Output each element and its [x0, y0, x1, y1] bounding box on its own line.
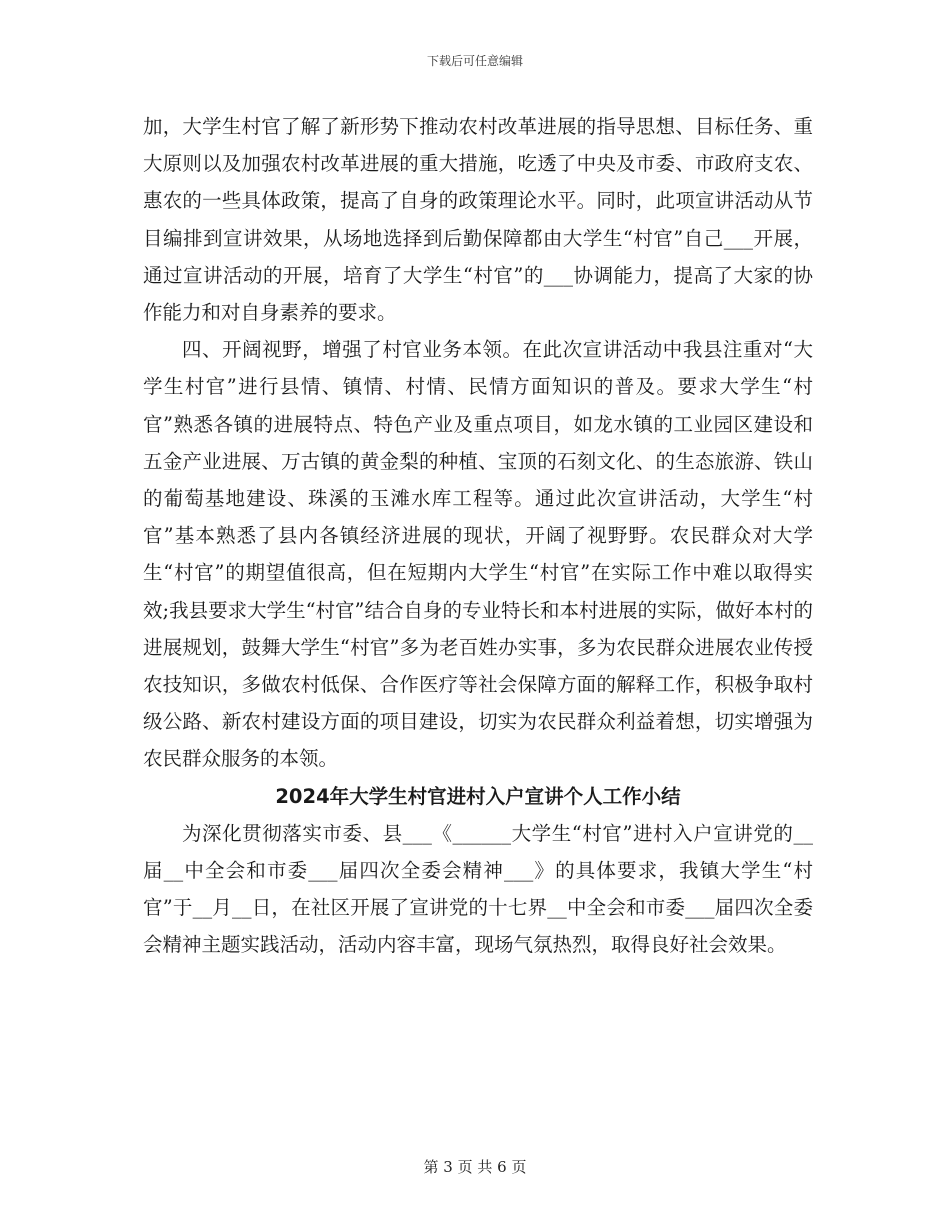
header-note: 下载后可任意编辑 — [426, 54, 523, 68]
section-title: 2024年大学生村官进村入户宣讲个人工作小结 — [275, 784, 681, 808]
paragraph-continuation: 加，大学生村官了解了新形势下推动农村改革进展的指导思想、目标任务、重大原则以及加强农村改革进展的重大措施，吃透了中央及市委、市政府支农、惠农的一些具体政策，提高了自身的政策理论水平。同时，此项宣讲活动从节目编排到宣讲效果，从场地选择到后勤保障都由大学生“村官”自己___开展，通过宣讲活动的开展，培育了大学生“村官”的___协调能力，提高了大家的协作能力和对自身素养的要求。 — [143, 115, 813, 325]
paragraph-summary-intro: 为深化贯彻落实市委、县___《______大学生“村官”进村入户宣讲党的__届__中全会和市委___届四次全委会精神___》的具体要求，我镇大学生“村官”于__月__日，在社区开展了宣讲党的十七界__中全会和市委___届四次全委会精神主题实践活动，活动内容丰富，现场气氛热烈，取得良好社会效果。 — [143, 821, 813, 957]
page-number-footer: 第 3 页 共 6 页 — [423, 1158, 527, 1176]
paragraph-section-four: 四、开阔视野，增强了村官业务本领。在此次宣讲活动中我县注重对“大学生村官”进行县情、镇情、村情、民情方面知识的普及。要求大学生“村官”熟悉各镇的进展特点、特色产业及重点项目，如龙水镇的工业园区建设和五金产业进展、万古镇的黄金梨的种植、宝顶的石刻文化、的生态旅游、铁山的葡萄基地建设、珠溪的玉滩水库工程等。通过此次宣讲活动，大学生“村官”基本熟悉了县内各镇经济进展的现状，开阔了视野野。农民群众对大学生“村官”的期望值很高，但在短期内大学生“村官”在实际工作中难以取得实效;我县要求大学生“村官”结合自身的专业特长和本村进展的实际，做好本村的进展规划，鼓舞大学生“村官”多为老百姓办实事，多为农民群众进展农业传授农技知识，多做农村低保、合作医疗等社会保障方面的解释工作，积极争取村级公路、新农村建设方面的项目建设，切实为农民群众利益着想，切实增强为农民群众服务的本领。 — [143, 338, 814, 771]
document-body — [143, 108, 813, 964]
